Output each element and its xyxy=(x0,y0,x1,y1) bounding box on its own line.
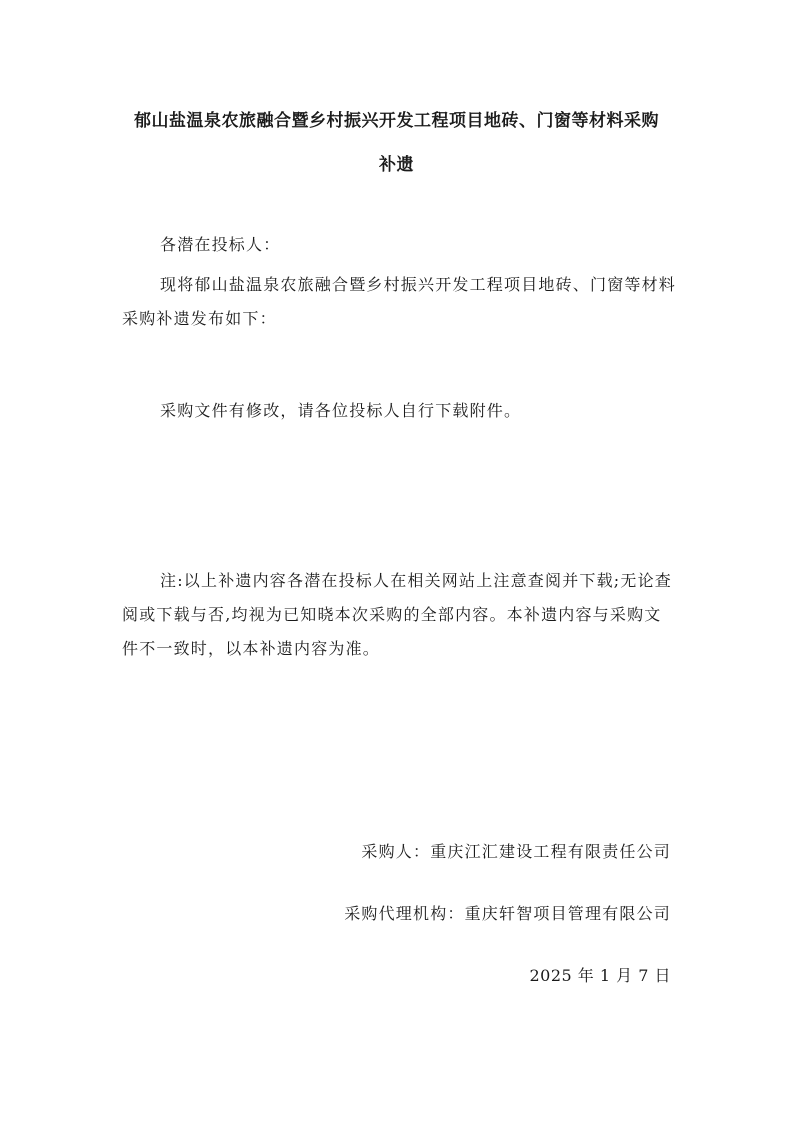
agent-signature: 采购代理机构：重庆轩智项目管理有限公司 xyxy=(344,904,671,923)
notice-paragraph: 采购文件有修改，请各位投标人自行下载附件。 xyxy=(160,401,522,420)
intro-paragraph: 现将郁山盐温泉农旅融合暨乡村振兴开发工程项目地砖、门窗等材料采购补遗发布如下： xyxy=(122,275,677,328)
buyer-signature: 采购人：重庆江汇建设工程有限责任公司 xyxy=(361,842,671,861)
document-title-line1: 郁山盐温泉农旅融合暨乡村振兴开发工程项目地砖、门窗等材料采购 xyxy=(134,111,659,131)
salutation: 各潜在投标人： xyxy=(160,235,281,254)
issue-date: 2025 年 1 月 7 日 xyxy=(529,966,671,985)
document-title-line2: 补遗 xyxy=(379,155,414,175)
note-paragraph: 注:以上补遗内容各潜在投标人在相关网站上注意查阅并下载;无论查阅或下载与否,均视为已知晓本次采购的全部内容。本补遗内容与采购文件不一致时，以本补遗内容为准。 xyxy=(122,571,672,658)
